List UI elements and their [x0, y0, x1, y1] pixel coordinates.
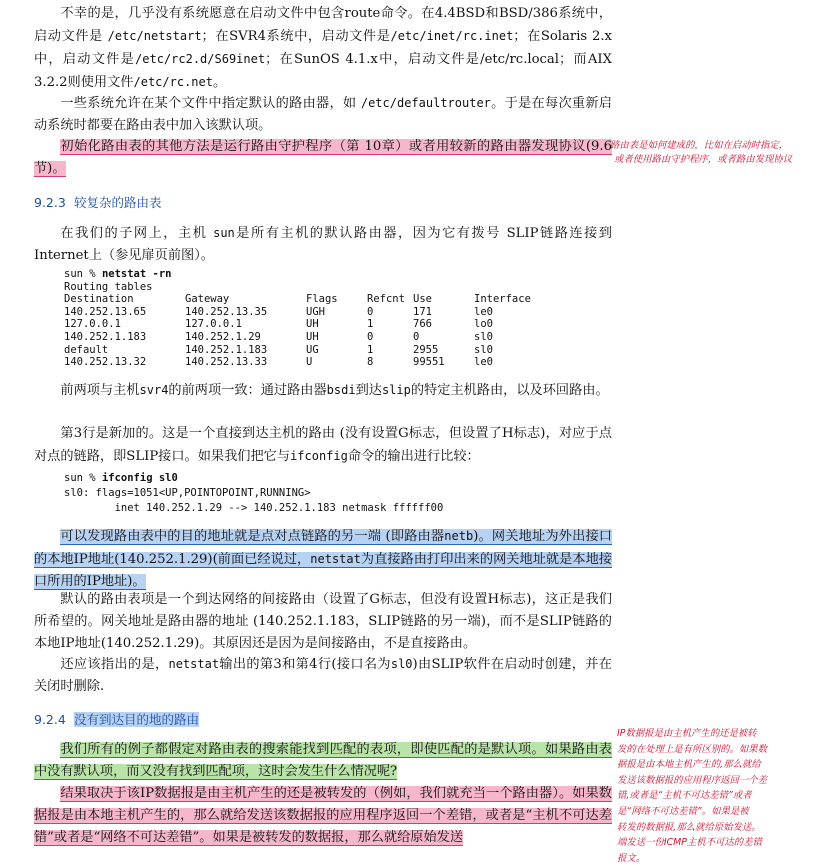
text: 前两项与主机	[60, 383, 140, 398]
text: 输出的第3和第4行(接口名为	[219, 657, 391, 672]
note-line: 或者使用路由守护程序，或者路由发现协议	[614, 154, 793, 165]
netstat-command-line	[64, 268, 544, 281]
shell-command: netstat -rn	[101, 268, 172, 280]
note-line: 发的在处理上是有所区别的。如果数	[617, 743, 768, 755]
note-line: IP数据报是由主机产生的还是被转	[617, 728, 757, 739]
path-rc-inet: /etc/inet/rc.inet	[390, 29, 514, 43]
column-header: Destination	[64, 293, 134, 306]
note-line: 据报是由本地主机产生的,那么就给	[617, 759, 761, 771]
text: 一些系统允许在某个文件中指定默认的路由器，如	[60, 96, 361, 111]
table-cell: 140.252.13.32	[64, 356, 147, 369]
paragraph-third-entry	[34, 423, 612, 468]
paragraph-default-router	[34, 92, 612, 137]
text: 默认的路由表项是一个到达网络的间接路由（设置了G标志，但没有设置H标志)，这正是我们所希望的。网关地址是路由器的地址 (140.252.1.183，SLIP链路的另一端)，而不是SLIP链路的本地IP地址(140.252.1.29)。其原因还是因为是间接路由，不是直接路由。	[34, 592, 612, 651]
host-sun: sun	[213, 226, 235, 240]
text: 。	[212, 75, 227, 90]
text: 。于是在每次重新启动系统时都要在路由表中加入该默认项。	[34, 96, 612, 133]
routing-table	[64, 293, 544, 369]
table-cell: 1	[367, 318, 374, 331]
column-header: Refcnt	[367, 293, 405, 306]
netstat-output	[64, 268, 544, 369]
text: ；在Solaris 2.x中，启动文件是	[34, 29, 612, 67]
command-netstat: netstat	[168, 657, 220, 671]
section-number: 9.2.4	[34, 712, 66, 727]
host-svr4: svr4	[139, 383, 169, 397]
handwritten-note-routing-init	[610, 139, 819, 167]
table-header-row	[64, 293, 544, 306]
ifconfig-flags-line: sl0: flags=1051<UP,POINTOPOINT,RUNNING>	[64, 487, 311, 499]
column-header: Interface	[474, 293, 531, 306]
routing-tables-title: Routing tables	[64, 280, 153, 293]
table-cell: 0	[367, 330, 374, 343]
text: 还应该指出的是，	[60, 657, 169, 672]
table-cell: UG	[306, 343, 319, 356]
table-cell: U	[306, 356, 313, 369]
table-cell: le0	[474, 356, 493, 369]
text: 到达	[355, 383, 382, 398]
section-number: 9.2.3	[34, 195, 66, 210]
table-cell: default	[64, 343, 109, 356]
table-cell: sl0	[474, 330, 493, 343]
table-cell: le0	[474, 305, 493, 318]
text: ；在SVR4系统中，启动文件是	[201, 29, 391, 44]
command-netstat: netstat	[310, 552, 361, 566]
table-cell: UH	[306, 330, 319, 343]
table-cell: 766	[413, 318, 432, 331]
column-header: Use	[413, 293, 432, 306]
path-rc-net: /etc/rc.net	[133, 75, 213, 89]
column-header: Flags	[306, 293, 338, 306]
table-cell: 99551	[413, 356, 445, 369]
handwritten-note-icmp	[617, 726, 817, 866]
table-cell: 0	[367, 305, 374, 318]
ifconfig-command-line	[64, 471, 443, 486]
text: 不幸的是，几乎没有系统愿意在启动文件中包含route命令。在4.4BSD和BSD/386系统中，启动文件是	[34, 6, 612, 44]
text: ；在SunOS 4.1.x中，启动文件是/etc/rc.local；而AIX 3.2.2则使用文件	[34, 52, 612, 90]
note-line: 是“网络不可达差错”。如果是被	[617, 805, 749, 817]
text: 在我们的子网上，主机	[60, 226, 214, 241]
table-cell: UGH	[306, 305, 325, 318]
paragraph-startup-files	[34, 3, 612, 94]
note-line: 转发的数据报,那么就给原始发送。	[617, 821, 761, 833]
highlight-green: 我们所有的例子都假定对路由表的搜索能找到匹配的表项，即使匹配的是默认项。如果路由表中没有默认项，而又没有找到匹配项，这时会发生什么情况呢?	[34, 742, 612, 779]
table-cell: 127.0.0.1	[185, 318, 242, 331]
table-cell: 140.252.1.29	[185, 330, 261, 343]
table-cell: 140.252.13.35	[185, 305, 268, 318]
table-row	[64, 331, 544, 344]
ifconfig-output	[64, 471, 443, 516]
ifconfig-inet-line: inet 140.252.1.29 --> 140.252.1.183 netmask ffffff00	[64, 502, 444, 514]
paragraph-result-depends	[34, 783, 612, 849]
highlight-blue	[34, 529, 612, 590]
text: 是所有主机的默认路由器，因为它有拨号 SLIP链路连接到Internet上（参见扉页前图）。	[34, 226, 612, 263]
table-cell: 8	[367, 356, 374, 369]
table-cell: 140.252.13.33	[185, 356, 268, 369]
paragraph-first-two-entries	[34, 379, 612, 402]
paragraph-no-match	[34, 739, 612, 783]
paragraph-init-methods	[34, 136, 612, 180]
column-header: Gateway	[185, 293, 230, 306]
note-line: 发送该数据报的应用程序返回一个差	[617, 774, 768, 786]
table-cell: UH	[306, 318, 319, 331]
highlight-pink: 结果取决于该IP数据报是由主机产生的还是被转发的（例如，我们就充当一个路由器）。	[60, 786, 573, 801]
section-title: 没有到达目的地的路由	[74, 712, 200, 727]
shell-prompt: sun %	[64, 268, 102, 280]
path-s69inet: /etc/rc2.d/S69inet	[135, 52, 266, 66]
text: 的前两项一致：通过路由器	[168, 383, 327, 398]
table-cell: 0	[413, 330, 420, 343]
highlight-pink: 如果数据报是由本地主机产生的，那么就给发送该数据报的应用程序返回一个差错，或者是“主机不可达差错”或者是“网络不可达差错”。如果是被转发的数据报，那么就给原始发送	[34, 786, 612, 845]
note-line: 报文。	[617, 852, 646, 864]
path-defaultrouter: /etc/defaultrouter	[360, 96, 491, 110]
note-line: 错,或者是“主机不可达差错”或者	[617, 790, 752, 802]
table-cell: 171	[413, 305, 432, 318]
highlight-pink: 初始化路由表的其他方法是运行路由守护程序（第 10章）或者用较新的路由器发现协议(9.6节)。	[34, 139, 612, 176]
host-slip: slip	[381, 383, 411, 397]
table-row	[64, 344, 544, 357]
table-cell: sl0	[474, 343, 493, 356]
table-cell: 140.252.13.65	[64, 305, 147, 318]
text: )。网关地址为外出接口的本地IP地址(140.252.1.29)(前面已经说过，	[34, 529, 612, 567]
note-line: 端发送一份ICMP主机不可达的差错	[617, 837, 762, 849]
host-netb: netb	[444, 529, 474, 543]
text: 为直接路由打印出来的网关地址就是本地接口所用的IP地址)。	[34, 552, 612, 589]
table-cell: 140.252.1.183	[64, 330, 147, 343]
path-netstart: /etc/netstart	[107, 29, 202, 43]
section-title: 较复杂的路由表	[74, 195, 162, 210]
paragraph-default-entry	[34, 589, 612, 655]
command-ifconfig: ifconfig	[290, 449, 348, 463]
text: )由SLIP软件在启动时创建，并在关闭时删除.	[34, 657, 612, 694]
interface-sl0: sl0	[390, 657, 413, 671]
text: 可以发现路由表中的目的地址就是点对点链路的另一端 (即路由器	[60, 529, 445, 544]
table-row	[64, 318, 544, 331]
shell-prompt: sun %	[64, 472, 102, 484]
text: 的特定主机路由，以及环回路由。	[410, 383, 609, 398]
host-bsdi: bsdi	[326, 383, 356, 397]
text: 命令的输出进行比较：	[347, 449, 480, 464]
table-row	[64, 356, 544, 369]
note-line: 路由表是如何建成的，比如在启动时指定，	[610, 140, 789, 151]
table-row	[64, 306, 544, 319]
paragraph-sun-router	[34, 222, 612, 267]
table-cell: 140.252.1.183	[185, 343, 268, 356]
paragraph-slip-created	[34, 653, 612, 698]
text: 第3行是新加的。这是一个直接到达主机的路由 (没有设置G标志，但设置了H标志)，对应于点对点的链路，即SLIP接口。如果我们把它与	[34, 426, 612, 464]
shell-command: ifconfig sl0	[101, 472, 178, 484]
section-heading-9-2-4	[34, 710, 199, 728]
table-cell: lo0	[474, 318, 493, 331]
paragraph-destination-address	[34, 525, 612, 593]
table-cell: 1	[367, 343, 374, 356]
table-cell: 127.0.0.1	[64, 318, 121, 331]
table-cell: 2955	[413, 343, 439, 356]
section-heading-9-2-3	[34, 193, 162, 211]
